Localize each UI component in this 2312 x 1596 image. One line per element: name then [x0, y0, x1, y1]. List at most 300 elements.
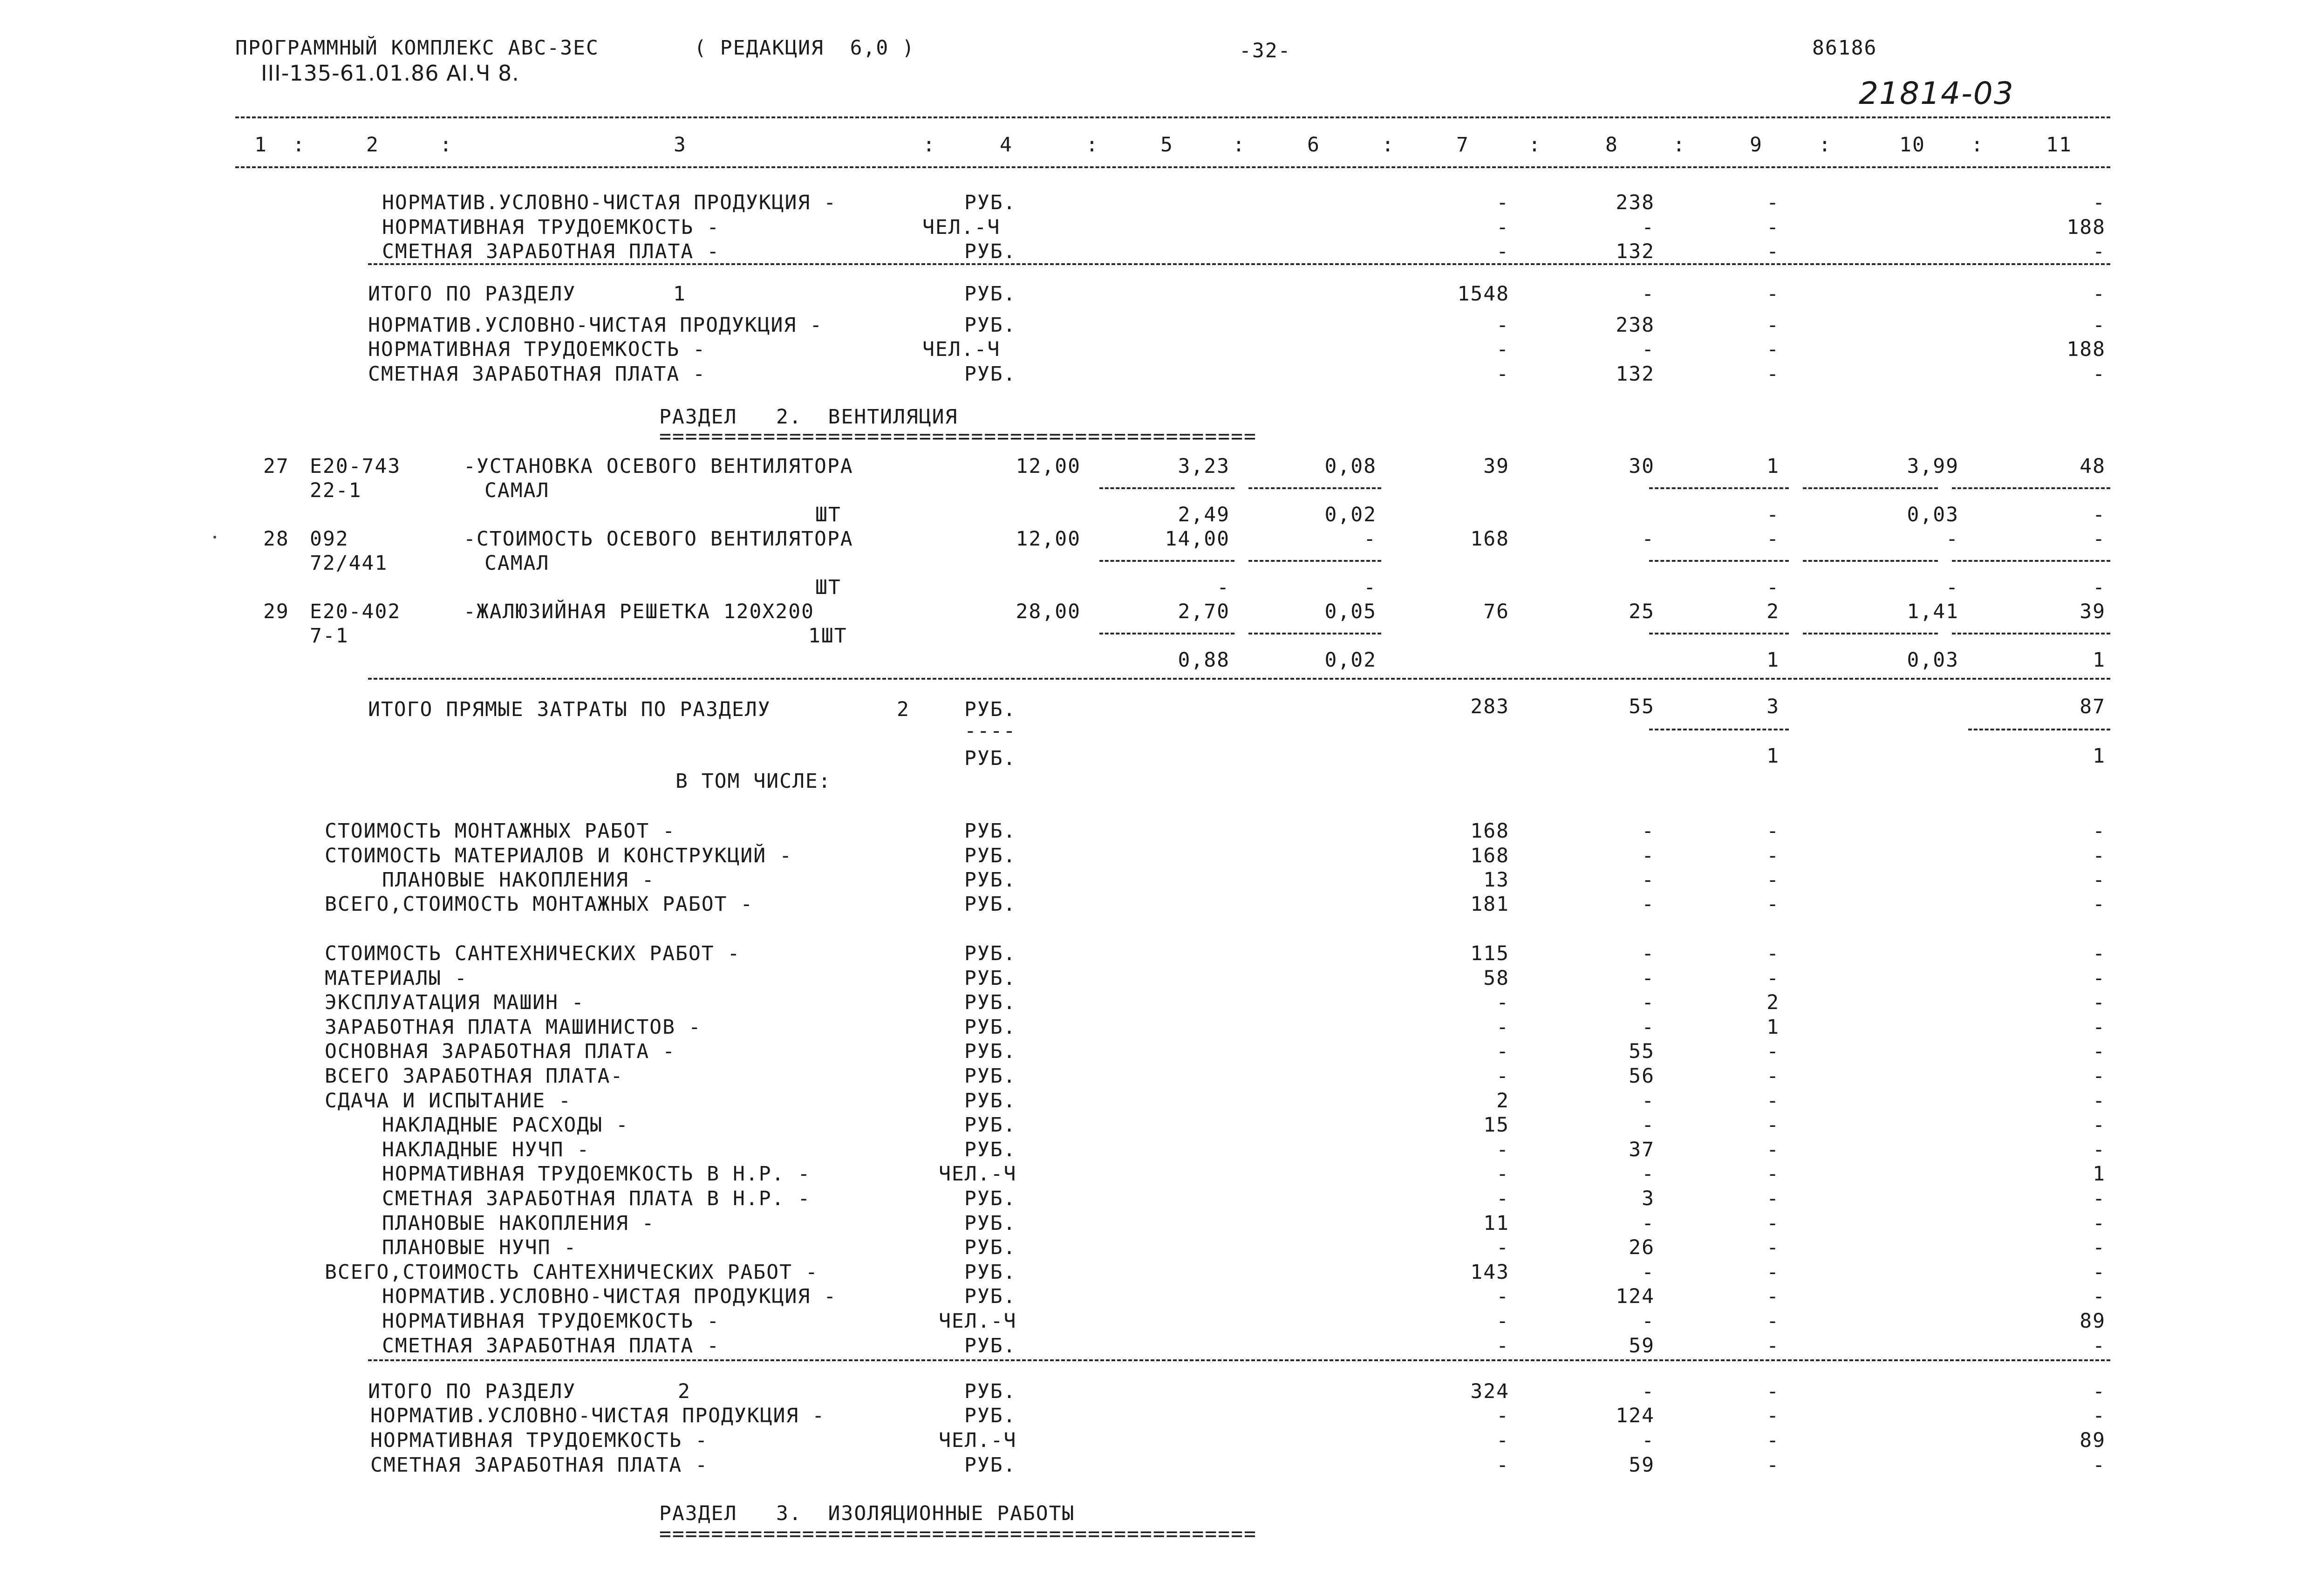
- item-labor-machine: 0,03: [1907, 648, 1959, 672]
- item-rule-col6: [1248, 487, 1381, 489]
- cell-col9: 1: [1766, 1016, 1780, 1039]
- item-total-machine-wage: -: [1766, 503, 1780, 526]
- column-header-7: 7: [1456, 133, 1469, 157]
- row-unit: РУБ.: [964, 868, 1016, 892]
- cell-col9: -: [1766, 282, 1780, 306]
- item-unit-cost: 14,00: [1165, 527, 1230, 551]
- cell-col9: -: [1766, 893, 1780, 916]
- item-unit-machine: 2,49: [1178, 503, 1230, 526]
- direct-costs-col9-2: 1: [1766, 744, 1780, 768]
- row-label: ОСНОВНАЯ ЗАРАБОТНАЯ ПЛАТА -: [325, 1040, 675, 1063]
- column-header-11: 11: [2046, 133, 2072, 157]
- item-rule-col11: [1952, 633, 2110, 634]
- column-header-2: 2: [366, 133, 379, 157]
- direct-costs-col11-2: 1: [2093, 744, 2106, 768]
- item-rule-col9: [1649, 560, 1789, 562]
- margin-dot: [213, 536, 216, 539]
- item-labor-machine-total: -: [2093, 503, 2106, 526]
- item-quantity: 28,00: [1016, 600, 1081, 623]
- item-unit-machine-wage: 0,02: [1324, 648, 1377, 672]
- cell-col7: -: [1496, 1285, 1509, 1308]
- row-unit: РУБ.: [964, 893, 1016, 916]
- row-label: ЭКСПЛУАТАЦИЯ МАШИН -: [325, 991, 585, 1014]
- item-labor-machine-total: 1: [2093, 648, 2106, 672]
- cell-col11: -: [2093, 191, 2106, 214]
- item-number: 28: [263, 527, 289, 551]
- cell-col7: -: [1496, 240, 1509, 263]
- direct-costs-col9: 3: [1766, 695, 1780, 718]
- section3-underline: ==============================================: [659, 1522, 1257, 1546]
- item-labor-total: 48: [2080, 455, 2106, 478]
- column-header-10: 10: [1899, 133, 1925, 157]
- row-unit: РУБ.: [964, 1016, 1016, 1039]
- edition-label: ( РЕДАКЦИЯ 6,0 ): [694, 36, 915, 60]
- cell-col11: -: [2093, 1040, 2106, 1063]
- item-rule-col5: [1099, 633, 1234, 634]
- cell-col7: 11: [1483, 1212, 1509, 1235]
- cell-col8: -: [1642, 1162, 1655, 1186]
- column-separator: :: [1673, 133, 1686, 157]
- cell-col11: -: [2093, 819, 2106, 843]
- item-total-wage: -: [1642, 527, 1655, 551]
- item-name: -УСТАНОВКА ОСЕВОГО ВЕНТИЛЯТОРА: [464, 455, 853, 478]
- row-label: СМЕТНАЯ ЗАРАБОТНАЯ ПЛАТА В Н.Р. -: [382, 1187, 811, 1210]
- cell-col7: 324: [1470, 1380, 1509, 1403]
- cell-col8: 238: [1616, 191, 1655, 214]
- row-label: НАКЛАДНЫЕ НУЧП -: [382, 1138, 590, 1161]
- cell-col7: 58: [1483, 967, 1509, 990]
- item-total-machine: -: [1766, 527, 1780, 551]
- row-unit: РУБ.: [964, 1334, 1016, 1357]
- row-unit: РУБ.: [964, 282, 1016, 306]
- cell-col9: -: [1766, 1310, 1780, 1333]
- row-label: НОРМАТИВ.УСЛОВНО-ЧИСТАЯ ПРОДУКЦИЯ -: [382, 191, 837, 214]
- row-unit: РУБ.: [964, 362, 1016, 386]
- column-header-5: 5: [1160, 133, 1173, 157]
- column-separator: :: [1086, 133, 1099, 157]
- item-code-2: 22-1: [310, 479, 362, 502]
- cell-col9: 2: [1766, 991, 1780, 1014]
- cell-col9: -: [1766, 1064, 1780, 1088]
- cell-col7: 168: [1470, 819, 1509, 843]
- cell-col9: -: [1766, 191, 1780, 214]
- cell-col8: 124: [1616, 1404, 1655, 1427]
- row-unit: РУБ.: [964, 967, 1016, 990]
- item-total-cost: 39: [1483, 455, 1509, 478]
- row-unit: РУБ.: [964, 314, 1016, 337]
- column-separator: :: [1382, 133, 1395, 157]
- cell-col11: -: [2093, 942, 2106, 965]
- cell-col11: -: [2093, 282, 2106, 306]
- cell-col9: -: [1766, 1453, 1780, 1477]
- cell-col11: -: [2093, 362, 2106, 386]
- row-label: МАТЕРИАЛЫ -: [325, 967, 468, 990]
- item-rule-col10: [1803, 487, 1938, 489]
- cell-col7: -: [1496, 1334, 1509, 1357]
- cell-col7: -: [1496, 1429, 1509, 1452]
- item-name-2: САМАЛ: [484, 479, 550, 502]
- direct-costs-rule-col9: [1649, 729, 1789, 730]
- cell-col7: 143: [1470, 1261, 1509, 1284]
- column-separator: :: [1233, 133, 1246, 157]
- row-label: СТОИМОСТЬ САНТЕХНИЧЕСКИХ РАБОТ -: [325, 942, 741, 965]
- cell-col9: -: [1766, 362, 1780, 386]
- cell-col9: -: [1766, 819, 1780, 843]
- cell-col7: -: [1496, 1310, 1509, 1333]
- cell-col8: 132: [1616, 240, 1655, 263]
- column-header-1: 1: [254, 133, 267, 157]
- column-separator: :: [293, 133, 306, 157]
- item-rule-col9: [1649, 633, 1789, 634]
- item-labor: 3,99: [1907, 455, 1959, 478]
- cell-col7: 115: [1470, 942, 1509, 965]
- row-unit: ЧЕЛ.-Ч: [939, 1310, 1017, 1333]
- cell-col8: -: [1642, 967, 1655, 990]
- cell-col9: -: [1766, 338, 1780, 361]
- item-labor: -: [1946, 527, 1959, 551]
- cell-col7: -: [1496, 1162, 1509, 1186]
- item-code-2: 72/441: [310, 552, 388, 575]
- row-unit: РУБ.: [964, 1453, 1016, 1477]
- column-separator: :: [923, 133, 936, 157]
- direct-costs-number: 2: [897, 698, 910, 721]
- row-unit: РУБ.: [964, 1040, 1016, 1063]
- item-total-machine-wage: -: [1766, 576, 1780, 599]
- item-labor-machine: 0,03: [1907, 503, 1959, 526]
- section2-total-number: 2: [678, 1380, 691, 1403]
- row-unit: ЧЕЛ.-Ч: [939, 1162, 1017, 1186]
- cell-col9: -: [1766, 1380, 1780, 1403]
- row-label: НОРМАТИВНАЯ ТРУДОЕМКОСТЬ В Н.Р. -: [382, 1162, 811, 1186]
- row-label: СТОИМОСТЬ МАТЕРИАЛОВ И КОНСТРУКЦИЙ -: [325, 844, 792, 867]
- row-label: НОРМАТИВНАЯ ТРУДОЕМКОСТЬ -: [368, 338, 706, 361]
- cell-col8: 37: [1629, 1138, 1655, 1161]
- row-unit: РУБ.: [964, 1212, 1016, 1235]
- item-rule-col10: [1803, 633, 1938, 634]
- row-label: СМЕТНАЯ ЗАРАБОТНАЯ ПЛАТА -: [382, 1334, 720, 1357]
- cell-col7: -: [1496, 191, 1509, 214]
- direct-costs-col8: 55: [1629, 695, 1655, 718]
- section3-title: РАЗДЕЛ 3. ИЗОЛЯЦИОННЫЕ РАБОТЫ: [659, 1502, 1075, 1525]
- item-unit-wage: 0,05: [1324, 600, 1377, 623]
- cell-col8: -: [1642, 1016, 1655, 1039]
- cell-col7: 13: [1483, 868, 1509, 892]
- column-header-9: 9: [1750, 133, 1763, 157]
- cell-col8: 56: [1629, 1064, 1655, 1088]
- row-unit: РУБ.: [964, 191, 1016, 214]
- cell-col9: -: [1766, 1040, 1780, 1063]
- cell-col9: -: [1766, 1187, 1780, 1210]
- row-label: СДАЧА И ИСПЫТАНИЕ -: [325, 1089, 572, 1112]
- item-unit-machine: 0,88: [1178, 648, 1230, 672]
- column-header-6: 6: [1307, 133, 1320, 157]
- row-label: НОРМАТИВНАЯ ТРУДОЕМКОСТЬ -: [382, 216, 720, 239]
- cell-col8: -: [1642, 991, 1655, 1014]
- row-label: НОРМАТИВ.УСЛОВНО-ЧИСТАЯ ПРОДУКЦИЯ -: [382, 1285, 837, 1308]
- item-unit-machine: -: [1217, 576, 1230, 599]
- cell-col7: -: [1496, 1040, 1509, 1063]
- section2-rule: [368, 1359, 2110, 1361]
- item-total-machine-wage: 1: [1766, 648, 1780, 672]
- item-unit-machine-wage: 0,02: [1324, 503, 1377, 526]
- cell-col11: -: [2093, 893, 2106, 916]
- cell-col9: -: [1766, 844, 1780, 867]
- cell-col9: -: [1766, 1162, 1780, 1186]
- row-unit: ЧЕЛ.-Ч: [922, 338, 1001, 361]
- cell-col8: -: [1642, 942, 1655, 965]
- cell-col11: 188: [2066, 216, 2106, 239]
- cell-col8: -: [1642, 1261, 1655, 1284]
- item-quantity: 12,00: [1016, 455, 1081, 478]
- cell-col8: 238: [1616, 314, 1655, 337]
- cell-col8: -: [1642, 282, 1655, 306]
- cell-col11: -: [2093, 991, 2106, 1014]
- row-label: НОРМАТИВНАЯ ТРУДОЕМКОСТЬ -: [370, 1429, 709, 1452]
- row-unit: РУБ.: [964, 240, 1016, 263]
- cell-col8: 26: [1629, 1236, 1655, 1259]
- cell-col9: -: [1766, 1334, 1780, 1357]
- direct-costs-col11: 87: [2080, 695, 2106, 718]
- item-unit: ШТ: [815, 576, 841, 599]
- cell-col7: -: [1496, 1236, 1509, 1259]
- row-label: СМЕТНАЯ ЗАРАБОТНАЯ ПЛАТА -: [382, 240, 720, 263]
- cell-col7: -: [1496, 338, 1509, 361]
- section1-total-label: ИТОГО ПО РАЗДЕЛУ: [368, 282, 576, 306]
- cell-col8: -: [1642, 1380, 1655, 1403]
- item-quantity: 12,00: [1016, 527, 1081, 551]
- item-code: 092: [310, 527, 349, 551]
- cell-col9: -: [1766, 1285, 1780, 1308]
- cell-col11: -: [2093, 1380, 2106, 1403]
- row-unit: РУБ.: [964, 942, 1016, 965]
- item-total-cost: 76: [1483, 600, 1509, 623]
- cell-col8: -: [1642, 868, 1655, 892]
- row-unit: ЧЕЛ.-Ч: [922, 216, 1001, 239]
- cell-col7: -: [1496, 216, 1509, 239]
- item-unit-wage: 0,08: [1324, 455, 1377, 478]
- cell-col9: -: [1766, 1236, 1780, 1259]
- cell-col9: -: [1766, 240, 1780, 263]
- cell-col8: -: [1642, 1089, 1655, 1112]
- item-name: -СТОИМОСТЬ ОСЕВОГО ВЕНТИЛЯТОРА: [464, 527, 853, 551]
- item-number: 29: [263, 600, 289, 623]
- project-code: III-135-61.01.86 АI.Ч 8.: [261, 61, 519, 86]
- row-label: ВСЕГО,СТОИМОСТЬ МОНТАЖНЫХ РАБОТ -: [325, 893, 754, 916]
- item-number: 27: [263, 455, 289, 478]
- section2-title: РАЗДЕЛ 2. ВЕНТИЛЯЦИЯ: [659, 405, 958, 429]
- cell-col9: -: [1766, 967, 1780, 990]
- item-code: Е20-402: [310, 600, 401, 623]
- cell-col11: -: [2093, 240, 2106, 263]
- cell-col8: 132: [1616, 362, 1655, 386]
- item-rule-col6: [1248, 560, 1381, 562]
- cell-col7: -: [1496, 991, 1509, 1014]
- cell-col9: -: [1766, 1212, 1780, 1235]
- cell-col9: -: [1766, 216, 1780, 239]
- item-unit-cost: 3,23: [1178, 455, 1230, 478]
- page-number: -32-: [1239, 39, 1291, 62]
- row-unit: РУБ.: [964, 1113, 1016, 1137]
- item-rule-col9: [1649, 487, 1789, 489]
- item-rule-col10: [1803, 560, 1938, 562]
- row-unit: РУБ.: [964, 1404, 1016, 1427]
- cell-col8: 124: [1616, 1285, 1655, 1308]
- item-rule-col11: [1952, 487, 2110, 489]
- row-unit: РУБ.: [964, 844, 1016, 867]
- item-rule-col5: [1099, 560, 1234, 562]
- row-label: НАКЛАДНЫЕ РАСХОДЫ -: [382, 1113, 629, 1137]
- row-unit: РУБ.: [964, 1089, 1016, 1112]
- cell-col8: -: [1642, 1212, 1655, 1235]
- cell-col8: -: [1642, 844, 1655, 867]
- column-separator: :: [1819, 133, 1832, 157]
- cell-col8: -: [1642, 216, 1655, 239]
- column-separator: :: [1528, 133, 1541, 157]
- program-title: ПРОГРАММНЫЙ КОМПЛЕКС АВС-3ЕС: [235, 36, 599, 60]
- cell-col11: -: [2093, 1212, 2106, 1235]
- cell-col7: -: [1496, 1064, 1509, 1088]
- column-separator: :: [1971, 133, 1984, 157]
- row-unit: РУБ.: [964, 991, 1016, 1014]
- cell-col8: -: [1642, 1429, 1655, 1452]
- cell-col11: -: [2093, 844, 2106, 867]
- cell-col8: 55: [1629, 1040, 1655, 1063]
- cell-col7: -: [1496, 1187, 1509, 1210]
- item-unit: ШТ: [815, 503, 841, 526]
- cell-col9: -: [1766, 1429, 1780, 1452]
- row-unit: РУБ.: [964, 1261, 1016, 1284]
- cell-col11: -: [2093, 1187, 2106, 1210]
- item-labor-total: 39: [2080, 600, 2106, 623]
- cell-col7: 181: [1470, 893, 1509, 916]
- cell-col11: -: [2093, 1138, 2106, 1161]
- section2-total-label: ИТОГО ПО РАЗДЕЛУ: [368, 1380, 576, 1403]
- cell-col11: -: [2093, 1089, 2106, 1112]
- cell-col8: 59: [1629, 1453, 1655, 1477]
- handwritten-number: 21814-03: [1859, 75, 2014, 111]
- document-number: 86186: [1812, 36, 1877, 60]
- row-label: ПЛАНОВЫЕ НАКОПЛЕНИЯ -: [382, 868, 655, 892]
- column-separator: :: [440, 133, 453, 157]
- cell-col11: 1: [2093, 1162, 2106, 1186]
- row-label: СМЕТНАЯ ЗАРАБОТНАЯ ПЛАТА -: [368, 362, 706, 386]
- row-unit: РУБ.: [964, 1187, 1016, 1210]
- cell-col11: -: [2093, 1113, 2106, 1137]
- row-unit: РУБ.: [964, 1138, 1016, 1161]
- cell-col8: 59: [1629, 1334, 1655, 1357]
- section1-rule: [368, 263, 2110, 265]
- cell-col7: 2: [1496, 1089, 1509, 1112]
- column-header-8: 8: [1605, 133, 1618, 157]
- cell-col11: -: [2093, 1334, 2106, 1357]
- cell-col11: 89: [2080, 1310, 2106, 1333]
- column-header-4: 4: [1000, 133, 1013, 157]
- cell-col11: -: [2093, 967, 2106, 990]
- cell-col7: 1548: [1457, 282, 1509, 306]
- cell-col8: -: [1642, 338, 1655, 361]
- item-total-machine: 1: [1766, 455, 1780, 478]
- row-unit: РУБ.: [964, 1285, 1016, 1308]
- cell-col11: -: [2093, 314, 2106, 337]
- cell-col11: -: [2093, 1453, 2106, 1477]
- cell-col11: 188: [2066, 338, 2106, 361]
- cell-col9: -: [1766, 942, 1780, 965]
- item-code: Е20-743: [310, 455, 401, 478]
- cell-col7: -: [1496, 1138, 1509, 1161]
- row-label: НОРМАТИВ.УСЛОВНО-ЧИСТАЯ ПРОДУКЦИЯ -: [368, 314, 823, 337]
- cell-col11: -: [2093, 1285, 2106, 1308]
- section2-underline: ==============================================: [659, 425, 1257, 448]
- item-rule-col5: [1099, 487, 1234, 489]
- cell-col11: -: [2093, 1016, 2106, 1039]
- including-label: В ТОМ ЧИСЛЕ:: [675, 770, 832, 793]
- cell-col7: 168: [1470, 844, 1509, 867]
- cell-col11: -: [2093, 1404, 2106, 1427]
- cell-col9: -: [1766, 868, 1780, 892]
- cell-col7: -: [1496, 1016, 1509, 1039]
- item-unit-machine-wage: -: [1364, 576, 1377, 599]
- cell-col8: -: [1642, 893, 1655, 916]
- direct-costs-col7: 283: [1470, 695, 1509, 718]
- row-unit: РУБ.: [964, 1380, 1016, 1403]
- item-name: -ЖАЛЮЗИЙНАЯ РЕШЕТКА 120Х200: [464, 600, 814, 623]
- item-unit-cost: 2,70: [1178, 600, 1230, 623]
- row-unit: РУБ.: [964, 1064, 1016, 1088]
- item-labor-machine: -: [1946, 576, 1959, 599]
- row-label: ЗАРАБОТНАЯ ПЛАТА МАШИНИСТОВ -: [325, 1016, 702, 1039]
- item-labor: 1,41: [1907, 600, 1959, 623]
- row-label: ПЛАНОВЫЕ НУЧП -: [382, 1236, 577, 1259]
- cell-col9: -: [1766, 1404, 1780, 1427]
- cell-col7: -: [1496, 314, 1509, 337]
- item-total-wage: 25: [1629, 600, 1655, 623]
- direct-costs-rule: [368, 678, 2110, 680]
- header-rule-bottom: [235, 166, 2110, 168]
- row-unit: РУБ.: [964, 819, 1016, 843]
- cell-col11: 89: [2080, 1429, 2106, 1452]
- row-label: НОРМАТИВ.УСЛОВНО-ЧИСТАЯ ПРОДУКЦИЯ -: [370, 1404, 825, 1427]
- item-unit-wage: -: [1364, 527, 1377, 551]
- item-total-wage: 30: [1629, 455, 1655, 478]
- row-label: СТОИМОСТЬ МОНТАЖНЫХ РАБОТ -: [325, 819, 675, 843]
- cell-col7: -: [1496, 1404, 1509, 1427]
- cell-col8: -: [1642, 819, 1655, 843]
- cell-col9: -: [1766, 314, 1780, 337]
- item-unit: 1ШТ: [808, 624, 847, 648]
- item-code-2: 7-1: [310, 624, 349, 648]
- direct-costs-unit-2: РУБ.: [964, 747, 1016, 770]
- item-name-2: САМАЛ: [484, 552, 550, 575]
- cell-col11: -: [2093, 1236, 2106, 1259]
- item-labor-total: -: [2093, 527, 2106, 551]
- cell-col11: -: [2093, 1064, 2106, 1088]
- column-header-3: 3: [674, 133, 687, 157]
- item-labor-machine-total: -: [2093, 576, 2106, 599]
- cell-col11: -: [2093, 868, 2106, 892]
- cell-col8: -: [1642, 1310, 1655, 1333]
- row-unit: ЧЕЛ.-Ч: [939, 1429, 1017, 1452]
- cell-col9: -: [1766, 1113, 1780, 1137]
- item-rule-col11: [1952, 560, 2110, 562]
- cell-col9: -: [1766, 1261, 1780, 1284]
- item-total-machine: 2: [1766, 600, 1780, 623]
- row-label: ВСЕГО ЗАРАБОТНАЯ ПЛАТА-: [325, 1064, 624, 1088]
- cell-col9: -: [1766, 1089, 1780, 1112]
- row-label: СМЕТНАЯ ЗАРАБОТНАЯ ПЛАТА -: [370, 1453, 709, 1477]
- cell-col11: -: [2093, 1261, 2106, 1284]
- cell-col8: 3: [1642, 1187, 1655, 1210]
- direct-costs-rule-col11: [1968, 729, 2110, 730]
